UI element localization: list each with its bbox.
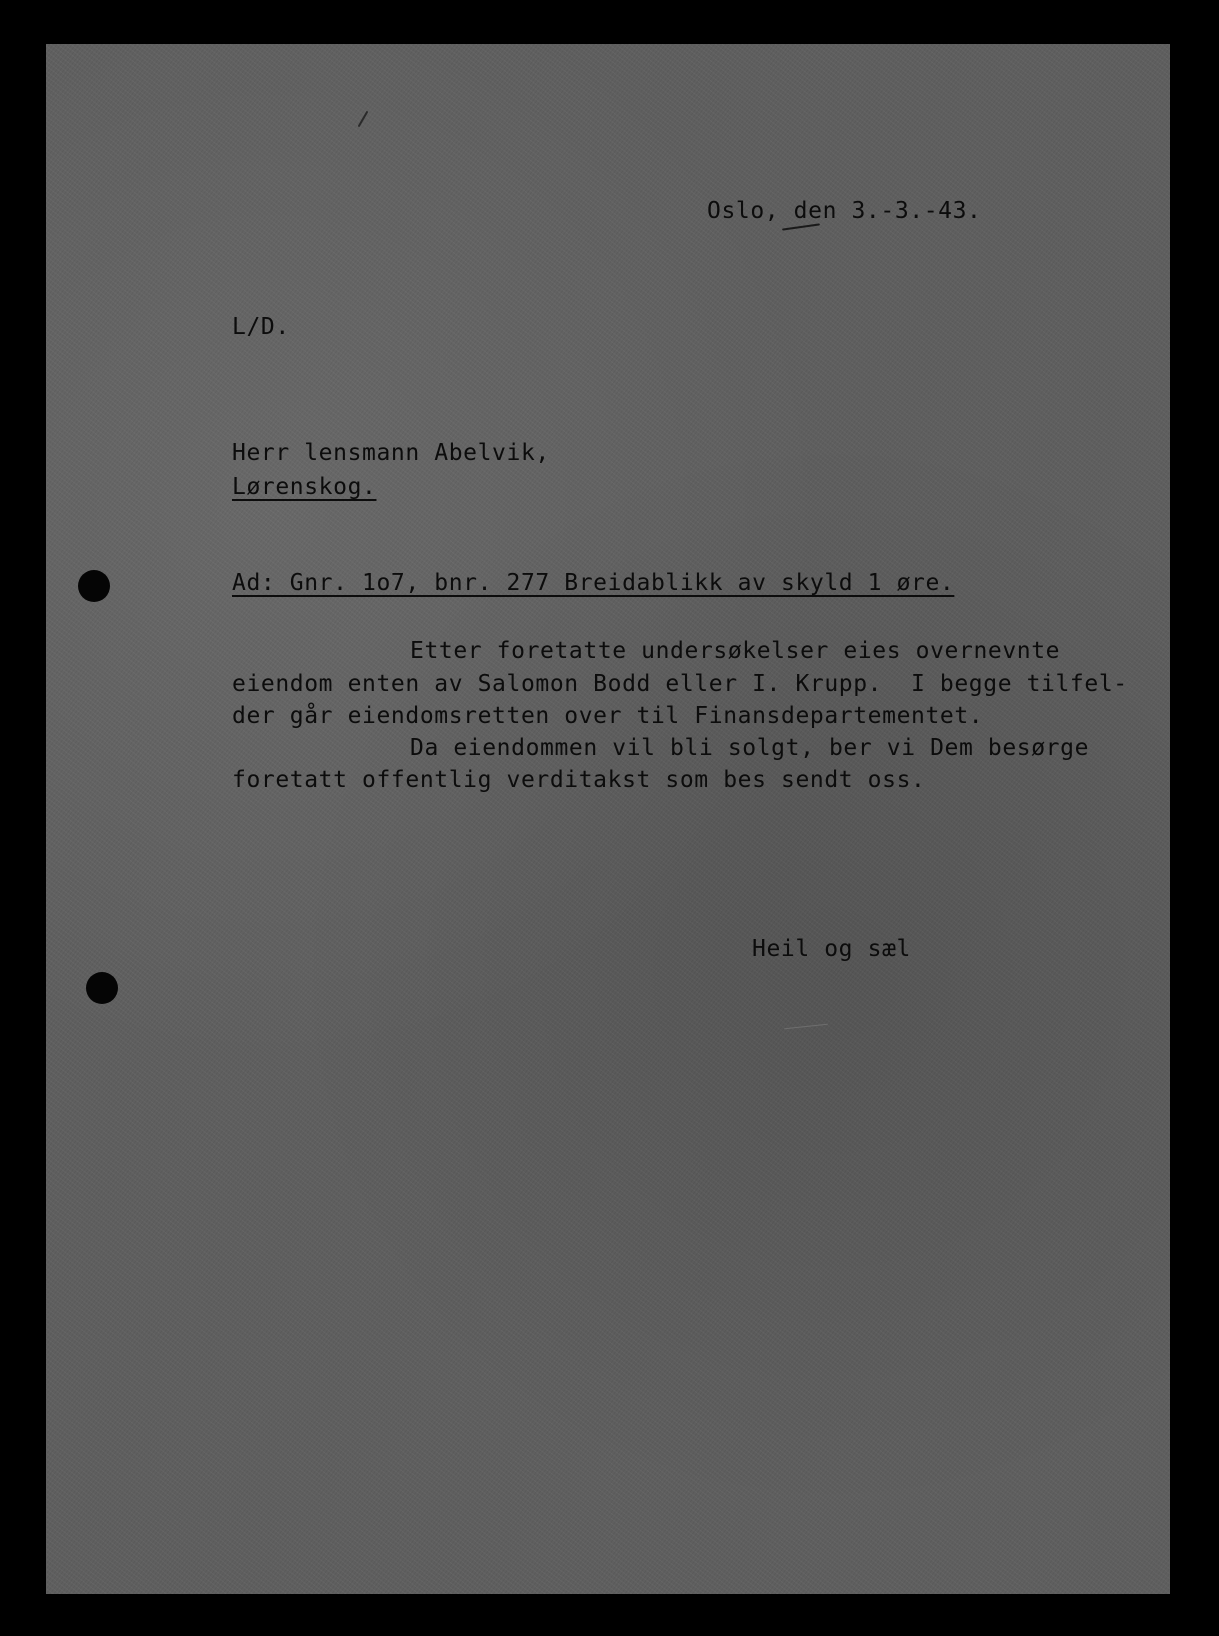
punch-hole-top — [78, 570, 110, 602]
body-line-1: Etter foretatte undersøkelser eies overnevnte — [410, 638, 1061, 664]
document-page — [46, 44, 1170, 1594]
body-line-5: foretatt offentlig verditakst som bes sendt oss. — [232, 767, 926, 793]
date-pen-mark — [782, 223, 820, 230]
signature-pen-mark — [784, 1024, 828, 1030]
body-line-2: eiendom enten av Salomon Bodd eller I. Krupp. I begge tilfel- — [232, 671, 1128, 697]
corner-pen-mark — [358, 111, 369, 128]
recipient-name: Herr lensmann Abelvik, — [232, 440, 550, 466]
body-line-3: der går eiendomsretten over til Finansdepartementet. — [232, 703, 984, 729]
reference-code: L/D. — [232, 314, 290, 340]
recipient-place: Lørenskog. — [232, 474, 377, 500]
closing-salutation: Heil og sæl — [752, 936, 911, 962]
subject-line: Ad: Gnr. 1o7, bnr. 277 Breidablikk av skyld 1 øre. — [232, 570, 955, 596]
punch-hole-bottom — [86, 972, 118, 1004]
body-line-4: Da eiendommen vil bli solgt, ber vi Dem besørge — [410, 735, 1090, 761]
date-line: Oslo, den 3.-3.-43. — [707, 198, 982, 224]
